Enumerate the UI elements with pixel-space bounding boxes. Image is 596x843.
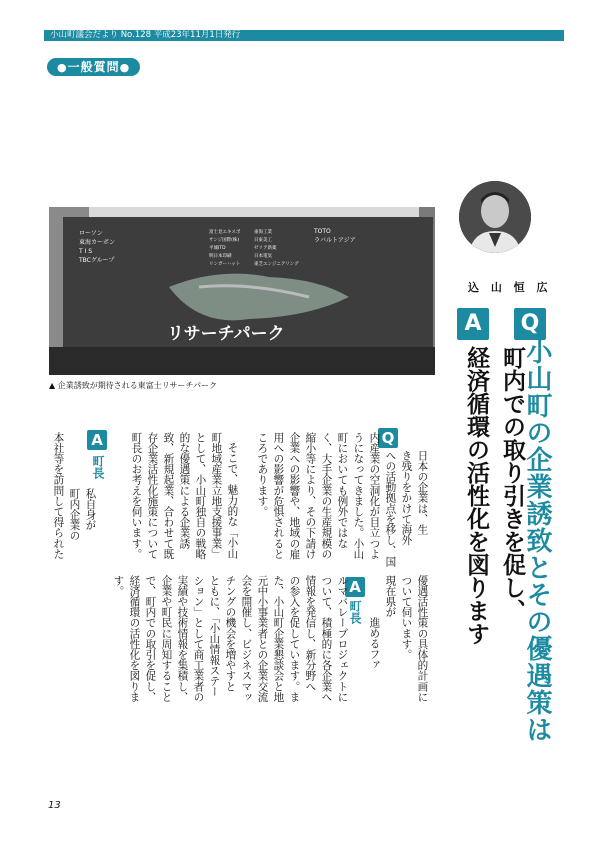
a-marker: A — [345, 577, 365, 597]
sign-list-left — [79, 229, 115, 265]
speaker-name: 込 山 恒 広 — [468, 281, 552, 294]
sign-text: ローソン — [79, 230, 103, 237]
body-column: 町地域産業立地支援事業」 — [210, 432, 223, 560]
question-badge: Q — [514, 308, 546, 340]
body-column: チングの機会を増やすと — [224, 575, 237, 692]
a-marker: A — [87, 430, 107, 450]
mayor-label: 町長 — [91, 455, 105, 479]
sign-list-right — [314, 227, 356, 245]
headline-answer-line2: 経済循環の活性化を図ります — [463, 346, 490, 645]
body-column: 的な優遇策による企業誘 — [178, 432, 191, 549]
body-column: た、小山町企業懇談会と地 — [272, 575, 285, 703]
speaker-portrait — [459, 181, 531, 253]
sign-text: 平城ITD — [209, 246, 226, 251]
body-column: 優遇活性策の具体的計画に — [416, 575, 429, 703]
body-column: 進めるファ — [368, 617, 381, 670]
body-column: で、町内での取引を促し、 — [144, 575, 157, 703]
bullet-icon: ● — [57, 61, 68, 74]
body-column: き残りをかけて海外 — [400, 450, 413, 546]
sign-text: ゼリア新薬 — [254, 246, 277, 251]
body-column: ション」として商工業者の — [192, 575, 205, 703]
section-label-text: 一般質問 — [67, 60, 120, 74]
body-column: 内産業の空洞化が目立つよ — [368, 432, 381, 560]
sign-text: 東海カーボン — [79, 239, 116, 246]
sign-title: リサーチパーク — [167, 324, 285, 344]
body-column: 企業への影響や、地域の雇 — [288, 432, 301, 560]
body-column: ともに、「小山情報ステー — [208, 575, 221, 697]
sign-text: ラバルトアジア — [314, 237, 356, 244]
body-column: 現在県が — [384, 575, 397, 618]
headline-answer — [458, 346, 530, 645]
mayor-label: 町長 — [348, 600, 362, 624]
sign-text: リンガーハット — [209, 262, 241, 267]
body-column: 致、新規起業、合わせて既 — [162, 432, 175, 560]
headline-question: 小山町の企業誘致とその優遇策は — [522, 338, 552, 743]
body-column: 実績や技術情報を集積し、 — [176, 575, 189, 703]
body-column: 企業や町民に周知すること — [160, 575, 173, 703]
q-marker: Q — [378, 428, 398, 448]
body-column: の参入を促しています。ま — [288, 575, 301, 703]
body-column: 本社等を訪問して得られた — [52, 432, 65, 560]
body-column: ころであります。 — [256, 432, 269, 517]
sign-text: T I S — [79, 248, 93, 255]
headline-answer-line1: 町内での取り引きを促し、 — [499, 346, 526, 622]
sign-text: 明日本印刷 — [209, 254, 232, 259]
body-column: うになってきました。小山 — [352, 432, 365, 560]
body-column: 元中小事業者との企業交流 — [256, 575, 269, 703]
portrait-image — [459, 181, 531, 253]
body-column: 町内企業の — [68, 488, 81, 541]
sign-text: 日東美工 — [254, 238, 272, 243]
sign-text: TBCグループ — [79, 257, 115, 264]
body-column: そこで、魅力的な「小山 — [226, 442, 239, 559]
body-column: 用への影響が危惧されると — [272, 432, 285, 560]
body-column: 存企業活性化施策について — [146, 432, 159, 560]
bullet-icon: ● — [119, 61, 131, 74]
answer-badge: A — [457, 308, 489, 340]
body-column: ルマバレープロジェクトに — [336, 575, 349, 703]
body-column: 会を開催し、ビジネスマッ — [240, 575, 253, 703]
sign-list-mid2 — [254, 229, 299, 269]
sign-list-mid — [209, 229, 240, 269]
body-column: く、大手企業の生産規模の — [320, 432, 333, 560]
photo-research-park — [49, 207, 435, 375]
body-column: 縮小等により、その下請け — [304, 432, 317, 560]
header-text: 小山町議会だより No.128 平成23年11月1日発行 — [50, 30, 241, 40]
body-column: 町長のお考えを伺います。 — [130, 432, 143, 560]
body-column: ついて伺います。 — [400, 575, 413, 660]
page-number: 13 — [48, 800, 61, 811]
body-column: す。 — [112, 575, 125, 597]
body-column: 経済循環の活性化を図りま — [128, 575, 141, 703]
photo-caption: ▲ 企業誘致が期待される東富士リサーチパーク — [49, 381, 218, 390]
sign-text: 富士見エキスポ — [209, 230, 241, 235]
sign-text: サンジ国際(株) — [209, 238, 240, 243]
body-column: 私自身が — [84, 488, 97, 531]
body-column: 町においても例外ではな — [336, 432, 349, 549]
section-label — [47, 58, 140, 76]
body-column: 日本の企業は、生 — [416, 450, 429, 535]
sign-text: 東芝エンジニアリング — [254, 262, 299, 267]
sign-text: 日本電気 — [254, 254, 272, 259]
body-column: ついて、積極的に各企業へ — [320, 575, 333, 703]
body-column: 情報を発信し、新分野へ — [304, 575, 317, 692]
sign-text: TOTO — [314, 228, 331, 235]
body-column: への活動拠点を移し、国 — [384, 450, 397, 567]
body-column: として、小山町独自の戦略 — [194, 432, 207, 560]
sign-text: 東海工業 — [254, 230, 272, 235]
